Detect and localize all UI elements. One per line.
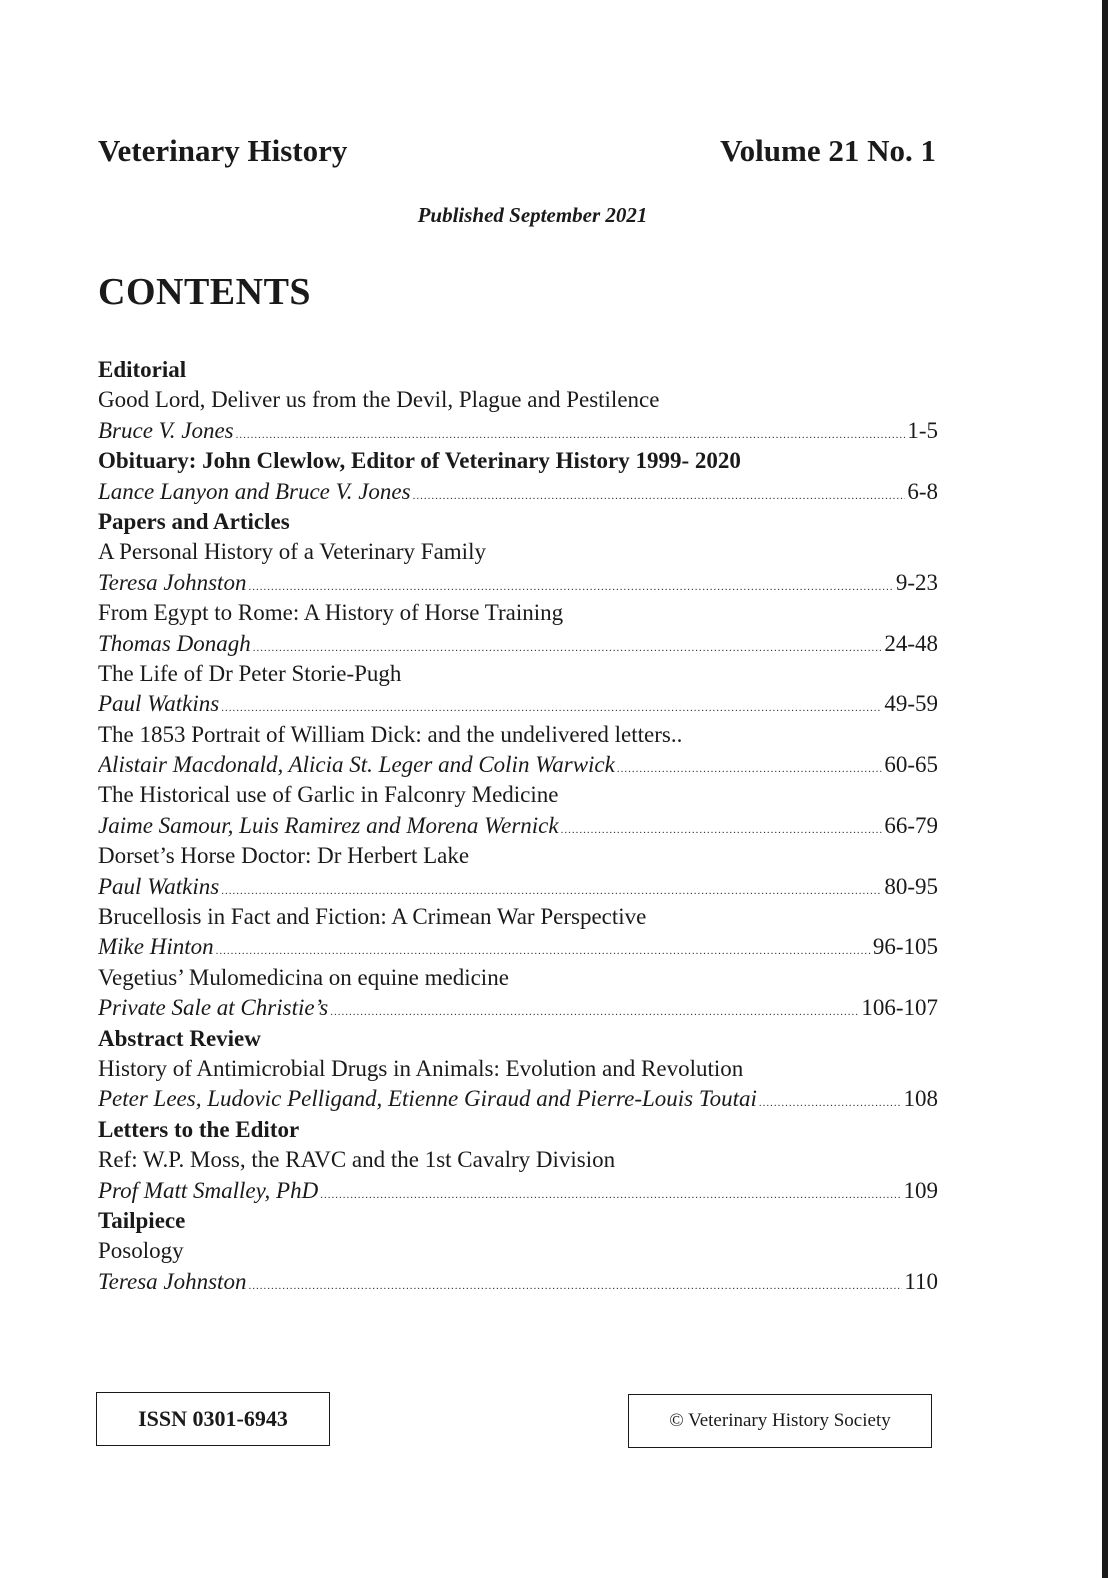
toc-section-heading: Letters to the Editor — [98, 1116, 300, 1142]
toc-article-title: The Historical use of Garlic in Falconry Medicine — [98, 782, 559, 808]
toc-article-title: History of Antimicrobial Drugs in Animals: Evolution and Revolution — [98, 1055, 744, 1081]
journal-title: Veterinary History — [98, 133, 348, 168]
toc-entry — [98, 1084, 938, 1114]
volume-number: Volume 21 No. 1 — [720, 133, 936, 168]
dot-leader — [248, 572, 893, 598]
toc-entry — [98, 872, 938, 902]
dot-leader — [617, 754, 882, 780]
dot-leader — [330, 997, 859, 1023]
toc-page-range: 109 — [903, 1177, 938, 1203]
toc-author: Mike Hinton — [98, 934, 214, 960]
dot-leader — [221, 876, 882, 902]
toc-page-range: 108 — [903, 1086, 938, 1112]
toc-entry — [98, 477, 938, 507]
toc-section-heading: Tailpiece — [98, 1207, 186, 1233]
issn-box — [96, 1392, 330, 1446]
table-of-contents — [98, 355, 938, 1297]
toc-article-title: From Egypt to Rome: A History of Horse Training — [98, 600, 564, 626]
toc-page-range: 60-65 — [884, 752, 938, 778]
toc-page-range: 106-107 — [861, 995, 938, 1021]
dot-leader — [413, 481, 906, 507]
toc-entry — [98, 416, 938, 446]
toc-page-range: 24-48 — [884, 630, 938, 656]
toc-entry — [98, 568, 938, 598]
toc-page-range: 80-95 — [884, 873, 938, 899]
toc-article-title: Dorset’s Horse Doctor: Dr Herbert Lake — [98, 843, 470, 869]
toc-author: Prof Matt Smalley, PhD — [98, 1177, 319, 1203]
toc-section-heading: Abstract Review — [98, 1025, 261, 1051]
dot-leader — [216, 936, 871, 962]
issn-text: ISSN 0301-6943 — [138, 1406, 288, 1431]
toc-author: Private Sale at Christie’s — [98, 995, 329, 1021]
toc-section-heading: Obituary: John Clewlow, Editor of Veterinary History 1999- 2020 — [98, 448, 741, 474]
toc-entry — [98, 750, 938, 780]
copyright-text: © Veterinary History Society — [669, 1410, 891, 1431]
toc-article-title: Good Lord, Deliver us from the Devil, Plague and Pestilence — [98, 387, 660, 413]
toc-page-range: 110 — [904, 1268, 938, 1294]
toc-author: Lance Lanyon and Bruce V. Jones — [98, 478, 411, 504]
toc-entry — [98, 1267, 938, 1297]
toc-author: Bruce V. Jones — [98, 417, 234, 443]
copyright-box — [628, 1394, 932, 1448]
toc-entry — [98, 629, 938, 659]
toc-author: Paul Watkins — [98, 873, 220, 899]
toc-author: Thomas Donagh — [98, 630, 251, 656]
toc-article-title: Brucellosis in Fact and Fiction: A Crimean War Perspective — [98, 904, 647, 930]
toc-page-range: 9-23 — [895, 569, 938, 595]
dot-leader — [236, 420, 906, 446]
toc-author: Teresa Johnston — [98, 1268, 247, 1294]
toc-page-range: 1-5 — [907, 417, 938, 443]
publication-date: Published September 2021 — [417, 203, 648, 227]
page-edge-shadow — [1102, 0, 1108, 1578]
toc-article-title: Ref: W.P. Moss, the RAVC and the 1st Cavalry Division — [98, 1147, 616, 1173]
toc-author: Teresa Johnston — [98, 569, 247, 595]
contents-heading: CONTENTS — [98, 271, 312, 313]
dot-leader — [248, 1271, 902, 1297]
toc-entry — [98, 932, 938, 962]
toc-entry — [98, 1176, 938, 1206]
toc-entry — [98, 811, 938, 841]
toc-article-title: A Personal History of a Veterinary Family — [98, 539, 486, 565]
toc-author: Peter Lees, Ludovic Pelligand, Etienne Giraud and Pierre-Louis Toutai — [98, 1086, 757, 1112]
toc-article-title: The Life of Dr Peter Storie-Pugh — [98, 660, 402, 686]
toc-article-title: Vegetius’ Mulomedicina on equine medicine — [98, 964, 509, 990]
dot-leader — [320, 1180, 901, 1206]
dot-leader — [253, 633, 883, 659]
dot-leader — [221, 693, 882, 719]
toc-section-heading: Editorial — [98, 357, 187, 382]
toc-entry — [98, 689, 938, 719]
toc-author: Jaime Samour, Luis Ramirez and Morena Wernick — [98, 812, 559, 838]
toc-page-range: 96-105 — [872, 934, 938, 960]
toc-page-range: 49-59 — [884, 691, 938, 717]
toc-author: Alistair Macdonald, Alicia St. Leger and Colin Warwick — [98, 752, 615, 778]
toc-section-heading: Papers and Articles — [98, 508, 290, 534]
toc-page-range: 66-79 — [884, 812, 938, 838]
toc-page-range: 6-8 — [907, 478, 938, 504]
toc-author: Paul Watkins — [98, 691, 220, 717]
dot-leader — [561, 815, 883, 841]
dot-leader — [759, 1088, 902, 1114]
toc-article-title: Posology — [98, 1238, 184, 1264]
toc-article-title: The 1853 Portrait of William Dick: and the undelivered letters.. — [98, 721, 683, 747]
toc-entry — [98, 993, 938, 1023]
